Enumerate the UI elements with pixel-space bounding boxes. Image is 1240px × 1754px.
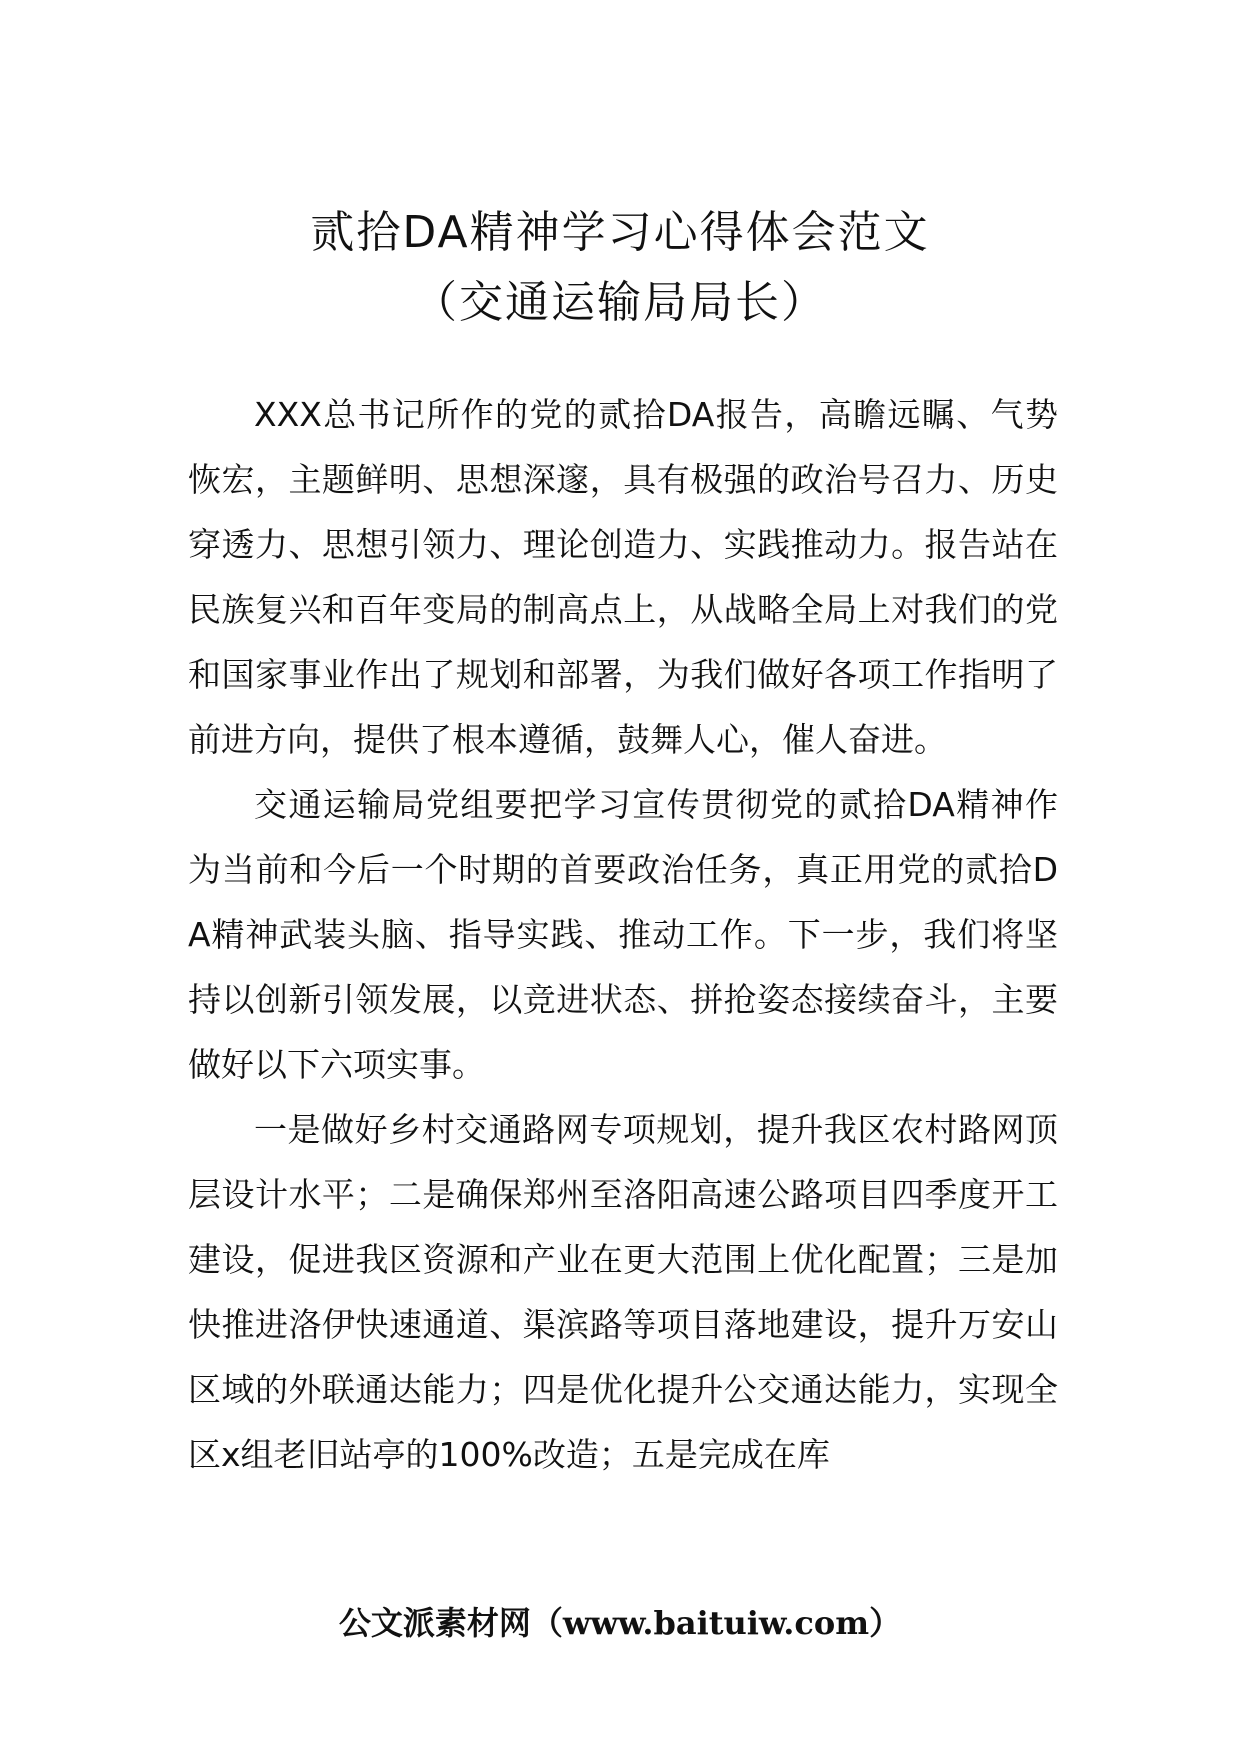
document-title: 贰拾DA精神学习心得体会范文 bbox=[310, 207, 930, 258]
paragraph-3: 一是做好乡村交通路网专项规划，提升我区农村路网顶层设计水平；二是确保郑州至洛阳高速公路项目四季度开工建设，促进我区资源和产业在更大范围上优化配置；三是加快推进洛伊快速通道、渠滨路等项目落地建设，提升万安山区域的外联通达能力；四是优化提升公交通达能力，实现全区x组老旧站亭的100%改造；五是完成在库 bbox=[188, 1110, 1058, 1474]
paragraph-2: 交通运输局党组要把学习宣传贯彻党的贰拾DA精神作为当前和今后一个时期的首要政治任务，真正用党的贰拾DA精神武装头脑、指导实践、推动工作。下一步，我们将坚持以创新引领发展，以竞进状态、拼抢姿态接续奋斗，主要做好以下六项实事。 bbox=[188, 785, 1058, 1084]
paragraph-1: XXX总书记所作的党的贰拾DA报告，高瞻远瞩、气势恢宏，主题鲜明、思想深邃，具有极强的政治号召力、历史穿透力、思想引领力、理论创造力、实践推动力。报告站在民族复兴和百年变局的制高点上，从战略全局上对我们的党和国家事业作出了规划和部署，为我们做好各项工作指明了前进方向，提供了根本遵循，鼓舞人心，催人奋进。 bbox=[188, 395, 1058, 759]
page-footer: 公文派素材网（www.baituiw.com） bbox=[338, 1604, 902, 1642]
document-subtitle: （交通运输局局长） bbox=[413, 277, 827, 328]
document-body bbox=[188, 382, 1058, 1487]
